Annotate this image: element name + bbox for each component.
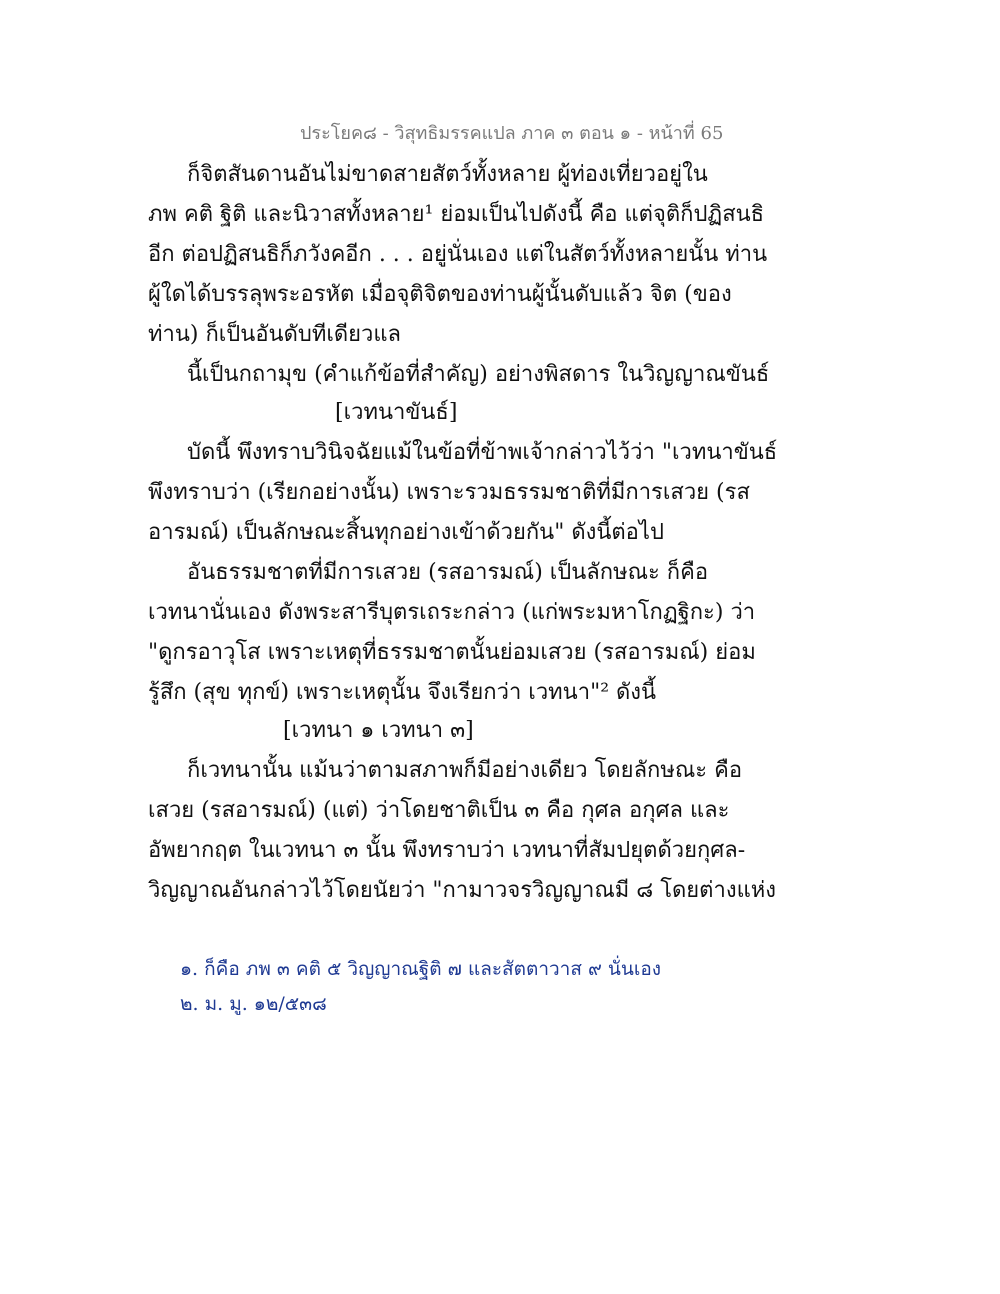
body-line-12: "ดูกรอาวุโส เพราะเหตุที่ธรรมชาตนั้นย่อมเสวย (รสอารมณ์) ย่อม — [148, 640, 756, 665]
body-line-9: อารมณ์) เป็นลักษณะสิ้นทุกอย่างเข้าด้วยกัน" ดังนี้ต่อไป — [148, 520, 664, 545]
body-line-1: ก็จิตสันดานอันไม่ขาดสายสัตว์ทั้งหลาย ผู้ท่องเที่ยวอยู่ใน — [187, 162, 708, 187]
running-head: ประโยค๘ - วิสุทธิมรรคแปล ภาค ๓ ตอน ๑ - หน้าที่ 65 — [300, 123, 724, 144]
body-line-17: วิญญาณอันกล่าวไว้โดยนัยว่า "กามาวจรวิญญาณมี ๘ โดยต่างแห่ง — [148, 878, 776, 903]
body-line-6: นี้เป็นกถามุข (คำแก้ข้อที่สำคัญ) อย่างพิสดาร ในวิญญาณขันธ์ — [187, 362, 770, 387]
body-line-11: เวทนานั่นเอง ดังพระสารีบุตรเถระกล่าว (แก่พระมหาโกฏฐิกะ) ว่า — [148, 600, 756, 625]
body-line-15: เสวย (รสอารมณ์) (แต่) ว่าโดยชาติเป็น ๓ คือ กุศล อกุศล และ — [148, 798, 730, 823]
body-line-2: ภพ คติ ฐิติ และนิวาสทั้งหลาย¹ ย่อมเป็นไปดังนี้ คือ แต่จุติก็ปฏิสนธิ — [148, 202, 765, 227]
body-line-7: บัดนี้ พึงทราบวินิจฉัยแม้ในข้อที่ข้าพเจ้ากล่าวไว้ว่า "เวทนาขันธ์ — [187, 440, 778, 465]
body-line-4: ผู้ใดได้บรรลุพระอรหัต เมื่อจุติจิตของท่านผู้นั้นดับแล้ว จิต (ของ — [148, 282, 732, 307]
section-heading-vedana-khandha: [เวทนาขันธ์] — [335, 400, 458, 425]
section-heading-vedana-1-3: [เวทนา ๑ เวทนา ๓] — [283, 718, 474, 743]
body-line-5: ท่าน) ก็เป็นอันดับทีเดียวแล — [148, 322, 402, 347]
footnote-1: ๑. ก็คือ ภพ ๓ คติ ๕ วิญญาณฐิติ ๗ และสัตตาวาส ๙ นั่นเอง — [180, 958, 662, 980]
body-line-8: พึงทราบว่า (เรียกอย่างนั้น) เพราะรวมธรรมชาติที่มีการเสวย (รส — [148, 480, 750, 505]
body-line-16: อัพยากฤต ในเวทนา ๓ นั้น พึงทราบว่า เวทนาที่สัมปยุตด้วยกุศล- — [148, 838, 746, 863]
body-line-3: อีก ต่อปฏิสนธิก็ภวังคอีก . . . อยู่นั่นเอง แต่ในสัตว์ทั้งหลายนั้น ท่าน — [148, 242, 768, 267]
body-line-10: อันธรรมชาตที่มีการเสวย (รสอารมณ์) เป็นลักษณะ ก็คือ — [187, 560, 709, 585]
body-line-13: รู้สึก (สุข ทุกข์) เพราะเหตุนั้น จึงเรียกว่า เวทนา"² ดังนี้ — [148, 680, 657, 705]
body-line-14: ก็เวทนานั้น แม้นว่าตามสภาพก็มีอย่างเดียว โดยลักษณะ คือ — [187, 758, 743, 783]
footnote-2: ๒. ม. มู. ๑๒/๕๓๘ — [180, 993, 327, 1015]
